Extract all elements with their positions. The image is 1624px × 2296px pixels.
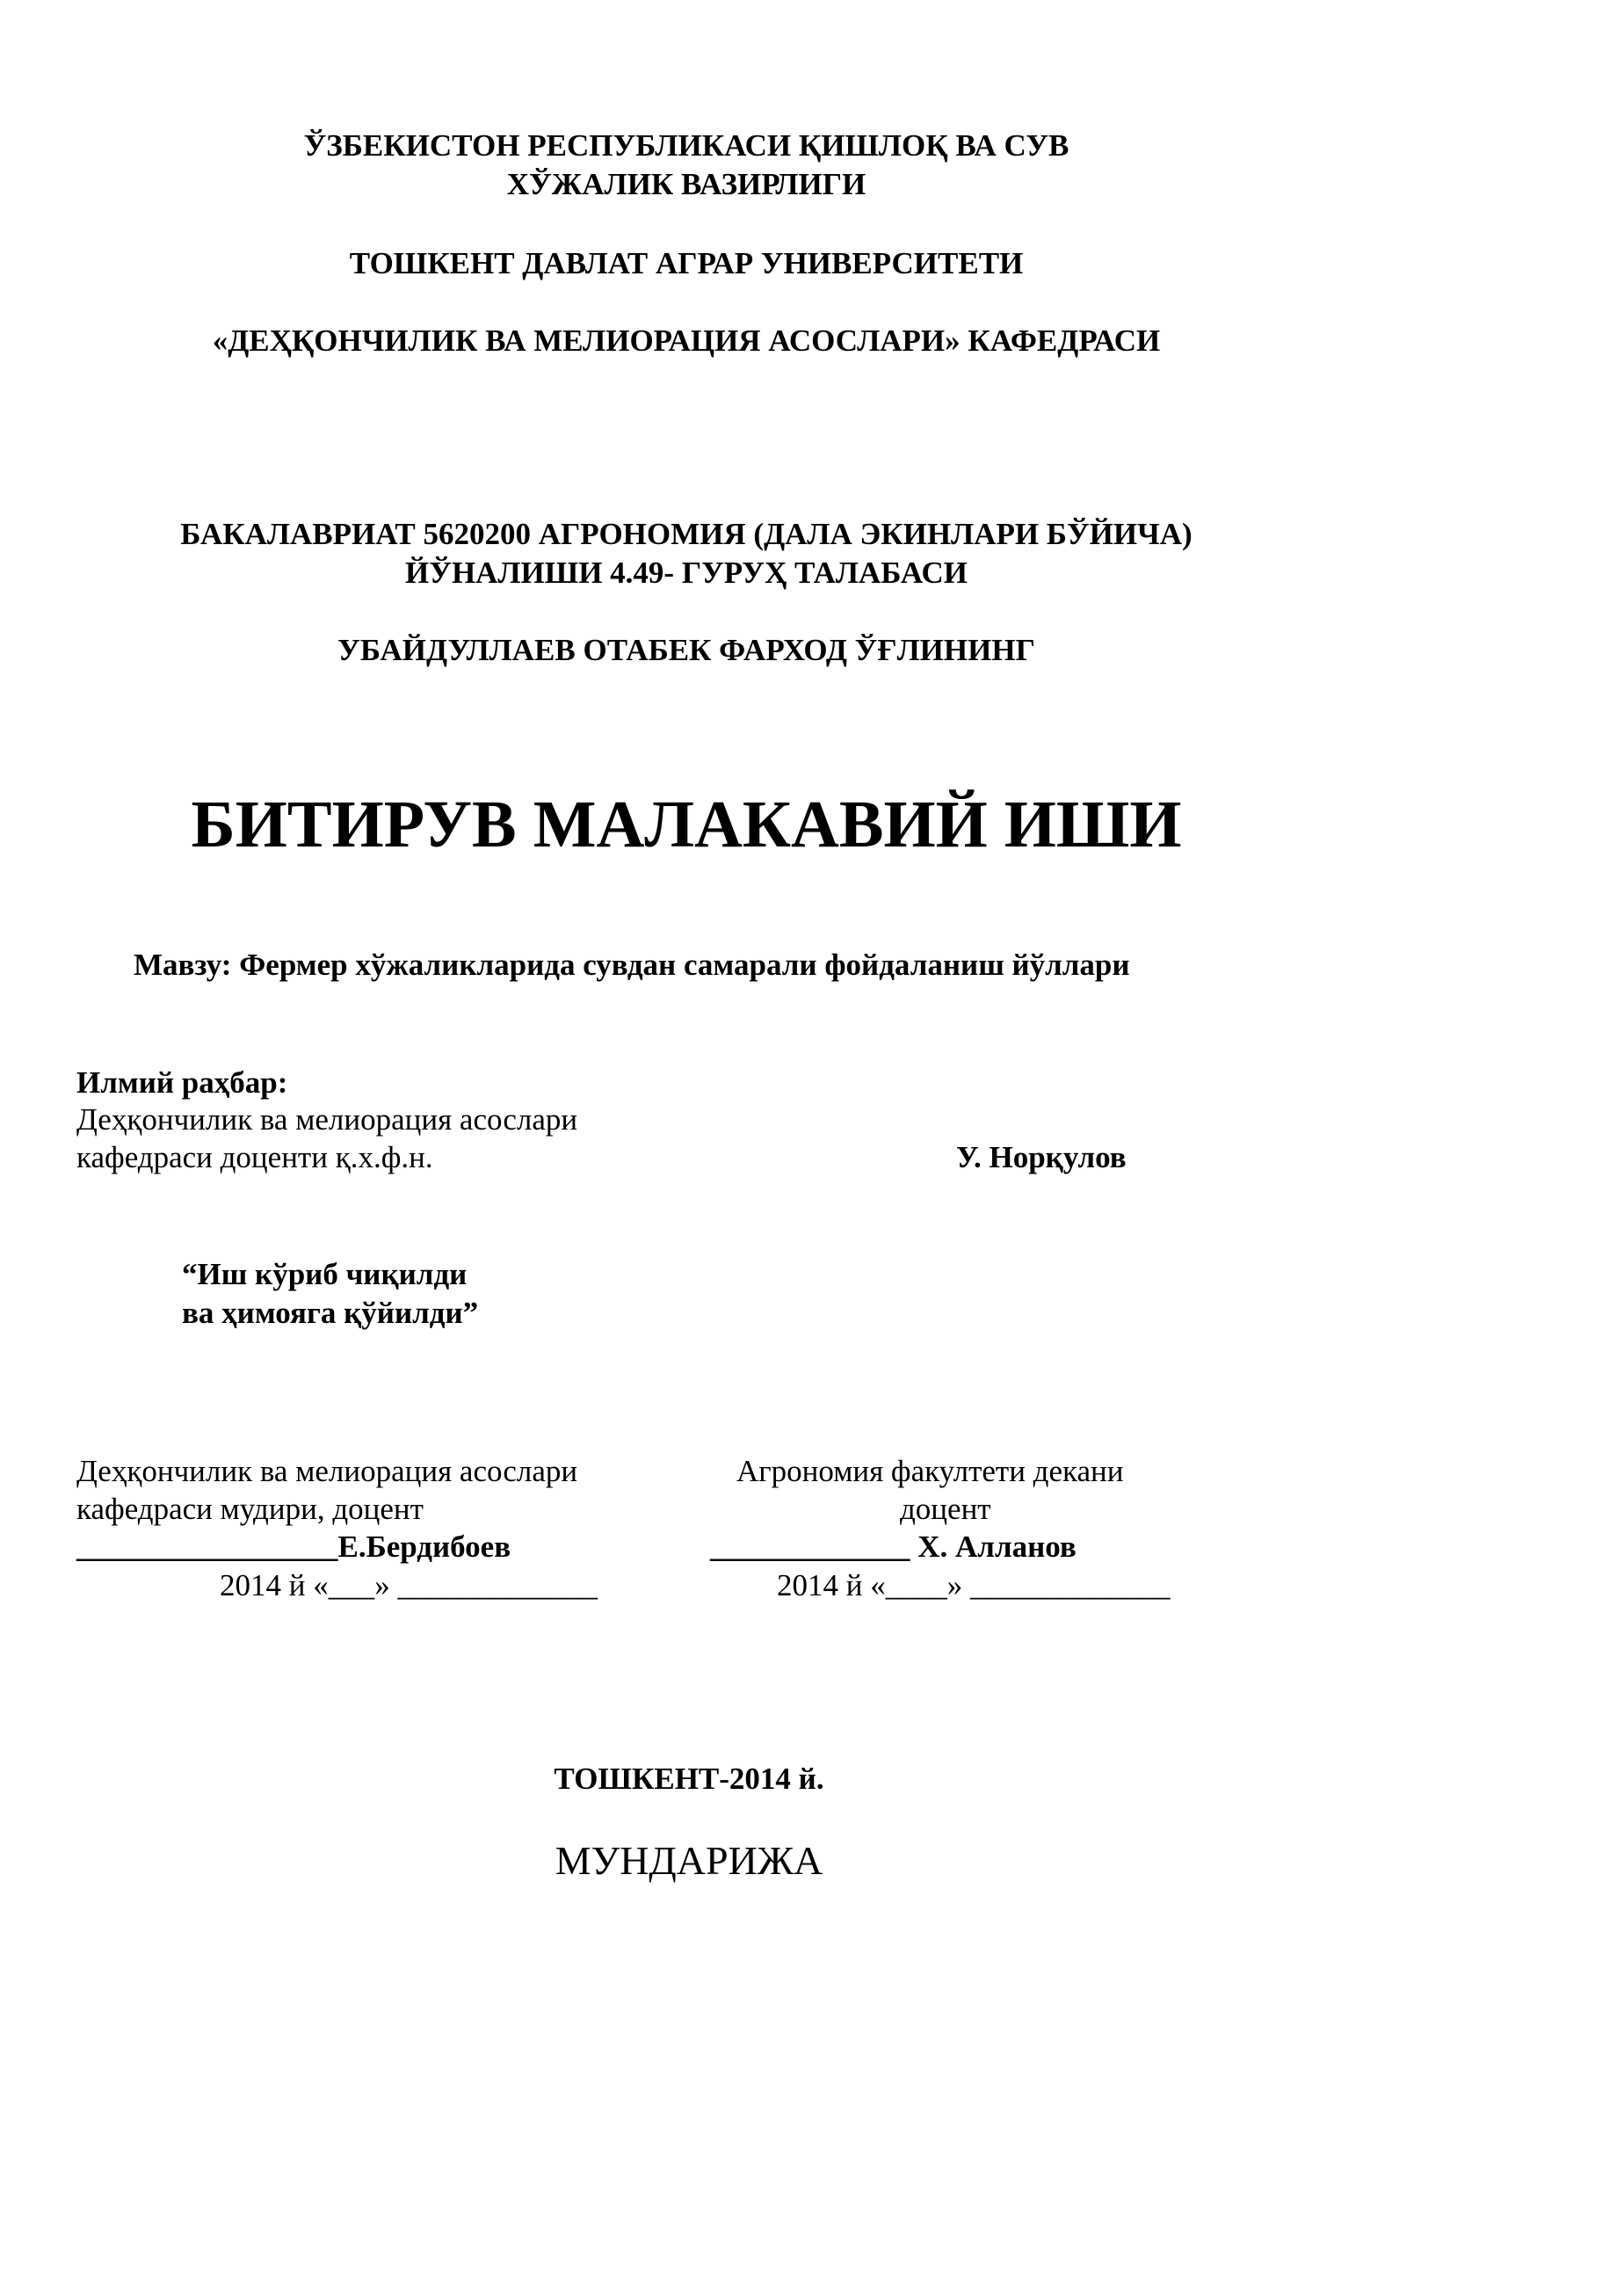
- ministry-line-1: ЎЗБЕКИСТОН РЕСПУБЛИКАСИ ҚИШЛОҚ ВА СУВ: [303, 128, 1069, 163]
- head-of-department-date: 2014 й «___» _____________: [220, 1568, 598, 1602]
- program-line-2: ЙЎНАЛИШИ 4.49- ГУРУҲ ТАЛАБАСИ: [405, 556, 968, 590]
- topic: [134, 949, 1130, 980]
- supervisor-position-line-2: кафедраси доценти қ.х.ф.н.: [76, 1140, 433, 1174]
- head-of-department-line-1: Деҳқончилик ва мелиорация асослари: [76, 1454, 578, 1488]
- program-line-1: БАКАЛАВРИАТ 5620200 АГРОНОМИЯ (ДАЛА ЭКИНЛАРИ БЎЙИЧА): [180, 517, 1193, 551]
- dean-signature: _____________ Х. Алланов: [710, 1529, 1077, 1564]
- city-year: ТОШКЕНТ-2014 й.: [554, 1762, 824, 1796]
- supervisor-name: У. Норқулов: [956, 1140, 1127, 1174]
- supervisor-position-line-1: Деҳқончилик ва мелиорация асослари: [76, 1102, 578, 1137]
- student-name: УБАЙДУЛЛАЕВ ОТАБЕК ФАРХОД ЎҒЛИНИНГ: [337, 633, 1035, 667]
- approval-line-1: “Иш кўриб чиқилди: [182, 1257, 468, 1291]
- supervisor-label: Илмий раҳбар:: [76, 1065, 288, 1100]
- contents-heading: МУНДАРИЖА: [555, 1838, 823, 1883]
- topic-label: Мавзу:: [134, 948, 232, 982]
- ministry-line-2: ХЎЖАЛИК ВАЗИРЛИГИ: [506, 167, 866, 201]
- head-of-department-line-2: кафедраси мудири, доцент: [76, 1492, 424, 1526]
- dean-date: 2014 й «____» _____________: [777, 1568, 1171, 1602]
- department-name: «ДЕҲҚОНЧИЛИК ВА МЕЛИОРАЦИЯ АСОСЛАРИ» КАФЕДРАСИ: [212, 323, 1161, 358]
- dean-line-1: Агрономия факултети декани: [736, 1454, 1124, 1488]
- work-title: БИТИРУВ МАЛАКАВИЙ ИШИ: [191, 788, 1182, 861]
- topic-text: Фермер хўжаликларида сувдан самарали фойдаланиш йўллари: [239, 948, 1130, 982]
- head-of-department-signature: _________________Е.Бердибоев: [76, 1529, 511, 1564]
- dean-line-2: доцент: [900, 1492, 991, 1526]
- approval-line-2: ва ҳимояга қўйилди”: [182, 1296, 479, 1330]
- university-name: ТОШКЕНТ ДАВЛАТ АГРАР УНИВЕРСИТЕТИ: [349, 246, 1024, 280]
